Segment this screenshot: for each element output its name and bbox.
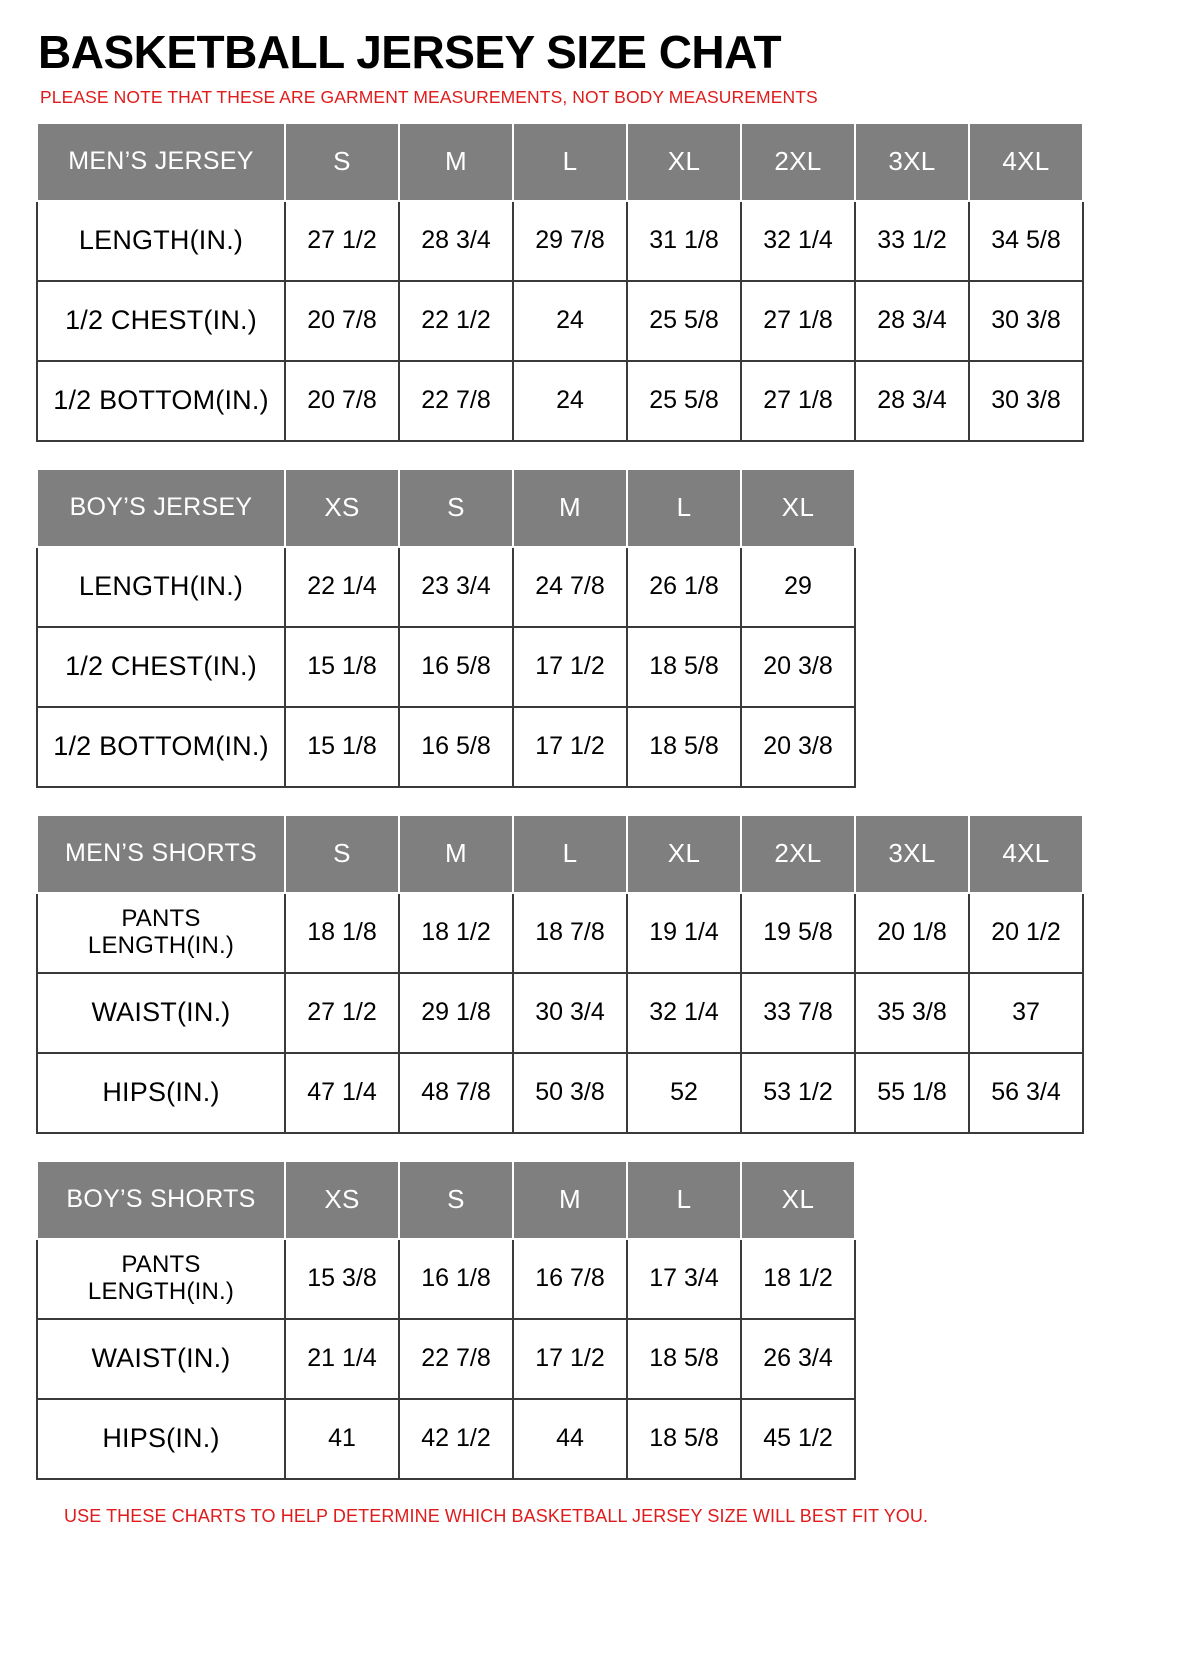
table-row (37, 201, 1083, 281)
measurement-value: 45 1/2 (741, 1399, 855, 1479)
size-column-header-2xl: 2XL (741, 123, 855, 201)
measurement-value: 17 1/2 (513, 1319, 627, 1399)
measurement-value: 30 3/4 (513, 973, 627, 1053)
measurement-value: 20 3/8 (741, 707, 855, 787)
measurement-value: 19 5/8 (741, 893, 855, 973)
measurement-value: 30 3/8 (969, 361, 1083, 441)
table-row (37, 973, 1083, 1053)
table-row (37, 893, 1083, 973)
measurement-label: WAIST(IN.) (37, 973, 285, 1053)
table-header-label: BOY’S JERSEY (37, 469, 285, 547)
measurement-value: 50 3/8 (513, 1053, 627, 1133)
measurement-value: 16 1/8 (399, 1239, 513, 1319)
measurement-value: 32 1/4 (741, 201, 855, 281)
measurement-value: 37 (969, 973, 1083, 1053)
measurement-value: 20 7/8 (285, 361, 399, 441)
measurement-value: 20 1/8 (855, 893, 969, 973)
measurement-value: 24 7/8 (513, 547, 627, 627)
table-header-row (37, 815, 1083, 893)
size-column-header-xl: XL (741, 469, 855, 547)
measurement-label: 1/2 CHEST(IN.) (37, 281, 285, 361)
table-row (37, 1053, 1083, 1133)
measurement-value: 42 1/2 (399, 1399, 513, 1479)
size-column-header-m: M (399, 123, 513, 201)
measurement-value: 15 1/8 (285, 627, 399, 707)
measurement-value: 29 7/8 (513, 201, 627, 281)
size-column-header-s: S (399, 469, 513, 547)
measurement-label: WAIST(IN.) (37, 1319, 285, 1399)
measurement-value: 53 1/2 (741, 1053, 855, 1133)
table-header-row (37, 123, 1083, 201)
table-header-label: MEN’S JERSEY (37, 123, 285, 201)
measurement-label: HIPS(IN.) (37, 1053, 285, 1133)
measurement-value: 24 (513, 281, 627, 361)
measurement-value: 23 3/4 (399, 547, 513, 627)
size-column-header-l: L (513, 123, 627, 201)
measurement-value: 19 1/4 (627, 893, 741, 973)
measurement-value: 33 1/2 (855, 201, 969, 281)
size-column-header-xl: XL (741, 1161, 855, 1239)
measurement-value: 18 1/2 (399, 893, 513, 973)
measurement-value: 18 5/8 (627, 627, 741, 707)
measurement-value: 22 1/2 (399, 281, 513, 361)
size-column-header-3xl: 3XL (855, 123, 969, 201)
size-column-header-xl: XL (627, 123, 741, 201)
measurement-value: 18 5/8 (627, 1399, 741, 1479)
size-column-header-4xl: 4XL (969, 123, 1083, 201)
size-column-header-s: S (285, 815, 399, 893)
measurement-value: 22 7/8 (399, 1319, 513, 1399)
measurement-value: 17 3/4 (627, 1239, 741, 1319)
measurement-value: 33 7/8 (741, 973, 855, 1053)
measurement-value: 24 (513, 361, 627, 441)
size-column-header-3xl: 3XL (855, 815, 969, 893)
measurement-value: 18 5/8 (627, 707, 741, 787)
table-row (37, 361, 1083, 441)
table-mens-shorts (36, 814, 1084, 1134)
table-mens-jersey (36, 122, 1084, 442)
size-column-header-m: M (399, 815, 513, 893)
table-boys-jersey (36, 468, 856, 788)
measurement-value: 20 3/8 (741, 627, 855, 707)
measurement-value: 15 3/8 (285, 1239, 399, 1319)
size-column-header-s: S (399, 1161, 513, 1239)
table-row (37, 281, 1083, 361)
measurement-label: 1/2 BOTTOM(IN.) (37, 707, 285, 787)
measurement-value: 35 3/8 (855, 973, 969, 1053)
size-column-header-l: L (627, 469, 741, 547)
size-column-header-s: S (285, 123, 399, 201)
bottom-help-note: USE THESE CHARTS TO HELP DETERMINE WHICH BASKETBALL JERSEY SIZE WILL BEST FIT YOU. (64, 1505, 929, 1526)
measurement-value: 29 (741, 547, 855, 627)
measurement-label: PANTS LENGTH(IN.) (37, 893, 285, 973)
measurement-value: 56 3/4 (969, 1053, 1083, 1133)
table-header-label: MEN’S SHORTS (37, 815, 285, 893)
measurement-value: 48 7/8 (399, 1053, 513, 1133)
garment-measurement-note: PLEASE NOTE THAT THESE ARE GARMENT MEASUREMENTS, NOT BODY MEASUREMENTS (40, 87, 818, 108)
size-column-header-xs: XS (285, 1161, 399, 1239)
measurement-value: 25 5/8 (627, 361, 741, 441)
measurement-value: 20 7/8 (285, 281, 399, 361)
table-row (37, 1239, 855, 1319)
measurement-value: 18 7/8 (513, 893, 627, 973)
measurement-value: 55 1/8 (855, 1053, 969, 1133)
measurement-value: 18 1/2 (741, 1239, 855, 1319)
table-row (37, 627, 855, 707)
measurement-value: 32 1/4 (627, 973, 741, 1053)
measurement-value: 16 5/8 (399, 627, 513, 707)
table-row (37, 547, 855, 627)
table-boys-shorts (36, 1160, 856, 1480)
measurement-value: 30 3/8 (969, 281, 1083, 361)
table-row (37, 1399, 855, 1479)
measurement-value: 18 1/8 (285, 893, 399, 973)
table-row (37, 1319, 855, 1399)
measurement-label: LENGTH(IN.) (37, 547, 285, 627)
measurement-value: 25 5/8 (627, 281, 741, 361)
measurement-value: 27 1/8 (741, 361, 855, 441)
measurement-value: 17 1/2 (513, 627, 627, 707)
measurement-value: 29 1/8 (399, 973, 513, 1053)
measurement-value: 27 1/2 (285, 201, 399, 281)
table-row (37, 707, 855, 787)
table-header-row (37, 1161, 855, 1239)
size-column-header-m: M (513, 469, 627, 547)
measurement-value: 15 1/8 (285, 707, 399, 787)
size-column-header-l: L (627, 1161, 741, 1239)
measurement-value: 47 1/4 (285, 1053, 399, 1133)
measurement-value: 21 1/4 (285, 1319, 399, 1399)
size-column-header-xs: XS (285, 469, 399, 547)
measurement-value: 20 1/2 (969, 893, 1083, 973)
size-column-header-m: M (513, 1161, 627, 1239)
measurement-value: 16 5/8 (399, 707, 513, 787)
measurement-value: 18 5/8 (627, 1319, 741, 1399)
measurement-value: 28 3/4 (399, 201, 513, 281)
size-tables-container (30, 122, 1172, 1480)
measurement-label: HIPS(IN.) (37, 1399, 285, 1479)
size-column-header-l: L (513, 815, 627, 893)
measurement-value: 22 7/8 (399, 361, 513, 441)
table-header-row (37, 469, 855, 547)
measurement-value: 16 7/8 (513, 1239, 627, 1319)
measurement-value: 26 3/4 (741, 1319, 855, 1399)
measurement-value: 27 1/8 (741, 281, 855, 361)
measurement-value: 17 1/2 (513, 707, 627, 787)
measurement-value: 31 1/8 (627, 201, 741, 281)
measurement-label: 1/2 BOTTOM(IN.) (37, 361, 285, 441)
measurement-value: 28 3/4 (855, 281, 969, 361)
size-column-header-4xl: 4XL (969, 815, 1083, 893)
measurement-value: 27 1/2 (285, 973, 399, 1053)
measurement-value: 28 3/4 (855, 361, 969, 441)
measurement-label: PANTS LENGTH(IN.) (37, 1239, 285, 1319)
measurement-value: 44 (513, 1399, 627, 1479)
measurement-label: LENGTH(IN.) (37, 201, 285, 281)
table-header-label: BOY’S SHORTS (37, 1161, 285, 1239)
size-column-header-xl: XL (627, 815, 741, 893)
size-column-header-2xl: 2XL (741, 815, 855, 893)
measurement-value: 22 1/4 (285, 547, 399, 627)
measurement-label: 1/2 CHEST(IN.) (37, 627, 285, 707)
measurement-value: 26 1/8 (627, 547, 741, 627)
measurement-value: 34 5/8 (969, 201, 1083, 281)
measurement-value: 52 (627, 1053, 741, 1133)
page-title: BASKETBALL JERSEY SIZE CHAT (38, 26, 782, 78)
measurement-value: 41 (285, 1399, 399, 1479)
